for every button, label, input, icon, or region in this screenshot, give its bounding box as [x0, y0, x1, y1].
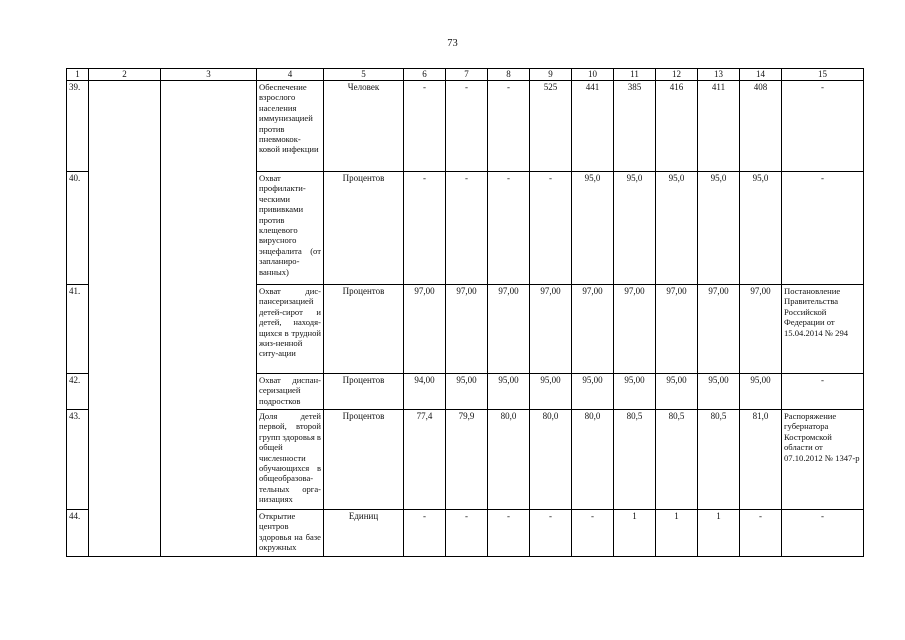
header-cell: 8: [488, 69, 530, 81]
header-cell: 14: [740, 69, 782, 81]
header-cell: 4: [257, 69, 324, 81]
source-cell: Постановление Правительства Российской Федерации от 15.04.2014 № 294: [782, 285, 864, 374]
unit-cell: Процентов: [324, 410, 404, 510]
value-cell: -: [740, 510, 782, 557]
value-cell: 1: [614, 510, 656, 557]
indicator-name: Охват профилакти-ческими прививками против клещевого вирусного энцефалита (от запланиро-ванных): [257, 172, 324, 285]
value-cell: -: [446, 81, 488, 172]
header-cell: 6: [404, 69, 446, 81]
value-cell: -: [404, 510, 446, 557]
value-cell: 97,00: [614, 285, 656, 374]
value-cell: 94,00: [404, 374, 446, 410]
value-cell: 81,0: [740, 410, 782, 510]
value-cell: 97,00: [656, 285, 698, 374]
value-cell: 95,00: [572, 374, 614, 410]
unit-cell: Человек: [324, 81, 404, 172]
value-cell: -: [404, 81, 446, 172]
header-cell: 9: [530, 69, 572, 81]
value-cell: 1: [656, 510, 698, 557]
value-cell: 95,00: [698, 374, 740, 410]
page-number: 73: [447, 38, 458, 49]
source-cell: -: [782, 510, 864, 557]
value-cell: 416: [656, 81, 698, 172]
value-cell: -: [446, 510, 488, 557]
row-number: 41.: [67, 285, 89, 374]
value-cell: 411: [698, 81, 740, 172]
table-row: [67, 81, 864, 172]
value-cell: 385: [614, 81, 656, 172]
value-cell: 95,00: [446, 374, 488, 410]
value-cell: 95,00: [488, 374, 530, 410]
value-cell: 97,00: [572, 285, 614, 374]
value-cell: -: [488, 172, 530, 285]
value-cell: 408: [740, 81, 782, 172]
header-cell: 10: [572, 69, 614, 81]
value-cell: -: [488, 81, 530, 172]
unit-cell: Процентов: [324, 374, 404, 410]
value-cell: 1: [698, 510, 740, 557]
value-cell: 95,00: [614, 374, 656, 410]
value-cell: -: [530, 510, 572, 557]
indicator-name: Обеспечение взрослого населения иммунизацией против пневмокок-ковой инфекции: [257, 81, 324, 172]
header-cell: 2: [89, 69, 161, 81]
value-cell: 97,00: [446, 285, 488, 374]
value-cell: -: [572, 510, 614, 557]
source-cell: Распоряжение губернатора Костромской области от 07.10.2012 № 1347-р: [782, 410, 864, 510]
row-number: 42.: [67, 374, 89, 410]
source-cell: -: [782, 81, 864, 172]
header-row: [67, 69, 864, 81]
program-name-cell: [89, 81, 161, 557]
header-cell: 1: [67, 69, 89, 81]
value-cell: 95,0: [656, 172, 698, 285]
value-cell: 95,00: [656, 374, 698, 410]
indicator-name: Охват дис-пансеризацией детей-сирот и детей, находя-щихся в трудной жиз-ненной ситу-ации: [257, 285, 324, 374]
source-cell: -: [782, 374, 864, 410]
header-cell: 13: [698, 69, 740, 81]
header-cell: 12: [656, 69, 698, 81]
unit-cell: Единиц: [324, 510, 404, 557]
value-cell: 80,5: [614, 410, 656, 510]
indicators-table: [66, 68, 864, 557]
source-cell: -: [782, 172, 864, 285]
header-cell: 11: [614, 69, 656, 81]
unit-cell: Процентов: [324, 285, 404, 374]
value-cell: 525: [530, 81, 572, 172]
value-cell: 95,0: [698, 172, 740, 285]
value-cell: -: [404, 172, 446, 285]
value-cell: 80,5: [656, 410, 698, 510]
header-cell: 15: [782, 69, 864, 81]
indicator-name: Доля детей первой, второй групп здоровья в общей численности обучающихся в общеобразова-тельных орга-низациях: [257, 410, 324, 510]
row-number: 44.: [67, 510, 89, 557]
header-cell: 5: [324, 69, 404, 81]
indicator-name: Открытие центров здоровья на базе окружных: [257, 510, 324, 557]
header-cell: 3: [161, 69, 257, 81]
value-cell: 95,00: [740, 374, 782, 410]
value-cell: -: [488, 510, 530, 557]
value-cell: 79,9: [446, 410, 488, 510]
value-cell: 97,00: [740, 285, 782, 374]
value-cell: -: [530, 172, 572, 285]
value-cell: 97,00: [404, 285, 446, 374]
value-cell: 80,0: [488, 410, 530, 510]
row-number: 40.: [67, 172, 89, 285]
value-cell: 95,0: [614, 172, 656, 285]
indicator-name: Охват диспан-серизацией подростков: [257, 374, 324, 410]
value-cell: 95,00: [530, 374, 572, 410]
goal-cell: [161, 81, 257, 557]
value-cell: 97,00: [698, 285, 740, 374]
row-number: 39.: [67, 81, 89, 172]
value-cell: 97,00: [530, 285, 572, 374]
value-cell: 95,0: [572, 172, 614, 285]
value-cell: -: [446, 172, 488, 285]
row-number: 43.: [67, 410, 89, 510]
value-cell: 77,4: [404, 410, 446, 510]
value-cell: 80,0: [530, 410, 572, 510]
value-cell: 80,0: [572, 410, 614, 510]
unit-cell: Процентов: [324, 172, 404, 285]
header-cell: 7: [446, 69, 488, 81]
value-cell: 95,0: [740, 172, 782, 285]
value-cell: 441: [572, 81, 614, 172]
value-cell: 97,00: [488, 285, 530, 374]
value-cell: 80,5: [698, 410, 740, 510]
